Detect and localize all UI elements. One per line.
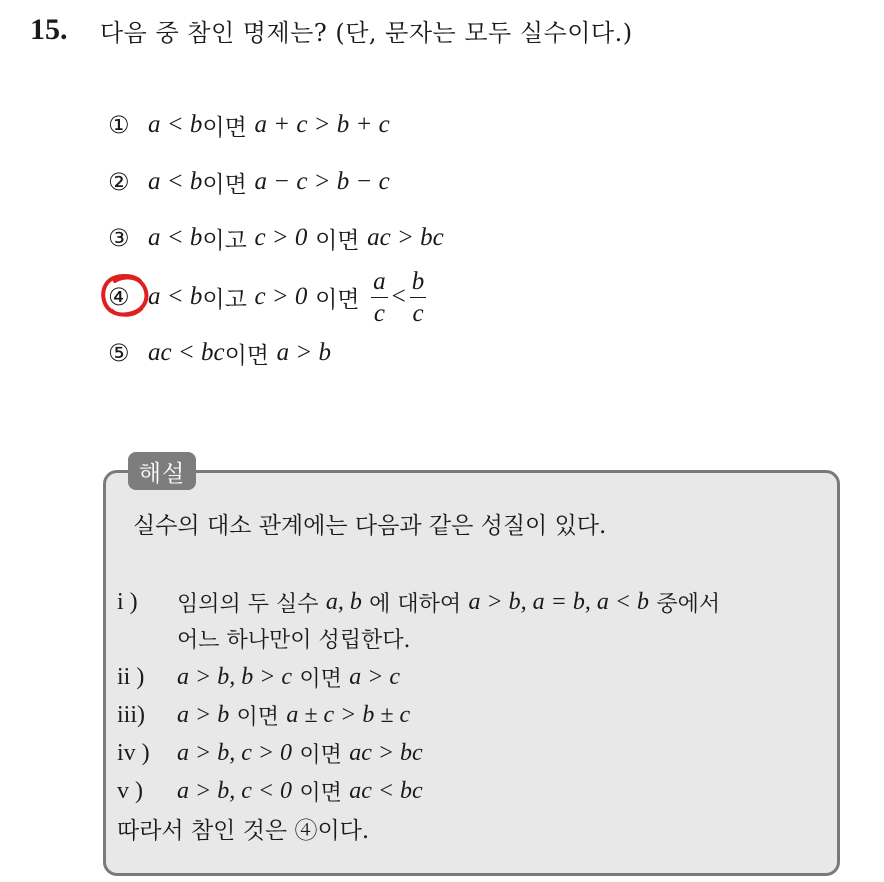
explanation-intro: 실수의 대소 관계에는 다음과 같은 성질이 있다.	[133, 512, 607, 539]
choice-condition: a < b	[148, 283, 203, 310]
fraction-denominator: c	[412, 299, 424, 327]
choice-condition-2: c > 0	[254, 224, 308, 251]
property-text: 임의의 두 실수	[177, 591, 319, 617]
property-4	[117, 735, 423, 771]
choice-condition-2: c > 0	[254, 283, 308, 310]
property-text: 어느 하나만이 성립한다.	[177, 627, 411, 653]
question-number: 15.	[30, 13, 68, 46]
comparison-operator: <	[391, 283, 406, 310]
property-number: ii )	[117, 663, 145, 690]
choice-connector: 이고	[202, 227, 247, 254]
choice-connector-2: 이면	[315, 227, 360, 254]
property-math: a > b, a = b, a < b	[468, 588, 650, 615]
property-3	[117, 697, 410, 733]
choice-result: a − c > b − c	[254, 168, 390, 195]
choice-condition: a < b	[148, 168, 203, 195]
choice-marker: ⑤	[108, 339, 130, 367]
explanation-conclusion: 따라서 참인 것은 ④이다.	[117, 817, 370, 844]
property-text: 이면	[236, 704, 280, 730]
choice-marker: ②	[108, 168, 130, 196]
property-number: iii)	[117, 701, 145, 728]
choice-result: a > b	[276, 339, 332, 366]
property-1-continuation	[177, 620, 411, 656]
property-text: 이면	[299, 666, 342, 692]
property-text: 중에서	[656, 591, 721, 617]
choice-condition: ac < bc	[148, 339, 225, 366]
question-header	[30, 10, 633, 50]
choice-condition: a < b	[148, 111, 203, 138]
property-number: i )	[117, 588, 138, 615]
choice-4[interactable]	[108, 267, 430, 327]
choice-connector: 이면	[202, 114, 247, 141]
property-5	[117, 773, 423, 809]
property-math: ac < bc	[349, 777, 423, 804]
choice-marker: ①	[108, 111, 130, 139]
property-text: 이면	[299, 780, 342, 806]
fraction-a-over-c	[371, 269, 388, 326]
property-math: a ± c > b ± c	[286, 701, 411, 728]
fraction-numerator: a	[371, 269, 388, 298]
property-math: a > c	[349, 663, 401, 690]
property-math: a > b, c < 0	[177, 777, 293, 804]
choice-3[interactable]	[108, 218, 444, 258]
property-math: ac > bc	[349, 739, 423, 766]
property-2	[117, 659, 400, 695]
choice-connector: 이고	[202, 286, 247, 313]
choice-2[interactable]	[108, 162, 390, 202]
fraction-denominator: c	[373, 299, 385, 327]
property-1	[117, 584, 720, 620]
choice-connector: 이면	[202, 171, 247, 198]
fraction-b-over-c	[410, 269, 427, 326]
property-number: iv )	[117, 739, 150, 766]
fraction-numerator: b	[410, 269, 427, 298]
property-math: a, b	[325, 588, 362, 615]
property-math: a > b, c > 0	[177, 739, 293, 766]
choice-connector-2: 이면	[315, 286, 360, 313]
choice-condition: a < b	[148, 224, 203, 251]
choice-1[interactable]	[108, 105, 390, 145]
choice-result: ac > bc	[367, 224, 444, 251]
choice-5[interactable]	[108, 333, 331, 373]
choice-marker: ④	[108, 283, 130, 311]
property-math: a > b, b > c	[177, 663, 293, 690]
property-number: v )	[117, 777, 143, 804]
explanation-tab-label: 해설	[128, 452, 196, 490]
question-text: 다음 중 참인 명제는? (단, 문자는 모두 실수이다.)	[100, 18, 633, 47]
choice-marker: ③	[108, 224, 130, 252]
property-text: 에 대하여	[369, 591, 462, 617]
choice-connector: 이면	[224, 342, 269, 369]
property-math: a > b	[177, 701, 230, 728]
choice-result: a + c > b + c	[254, 111, 390, 138]
property-text: 이면	[299, 742, 342, 768]
